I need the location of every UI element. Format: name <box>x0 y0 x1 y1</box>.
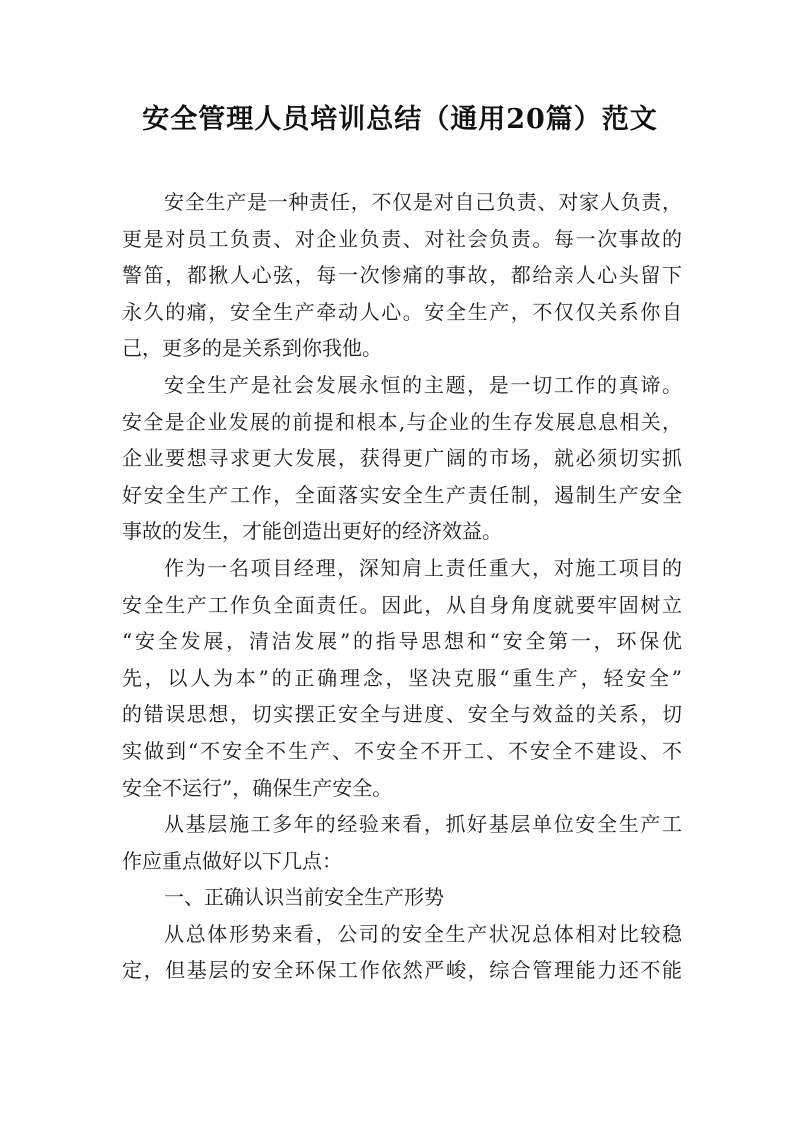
paragraph-2-line-1: 安全生产是社会发展永恒的主题，是一切工作的真谛。 <box>164 372 682 397</box>
paragraph-1-line-4: 永久的痛，安全生产牵动人心。安全生产，不仅仅关系你自 <box>122 299 682 324</box>
paragraph-3-line-2: 安全生产工作负全面责任。因此，从自身角度就要牢固树立 <box>122 592 682 617</box>
paragraph-4-line-1: 从基层施工多年的经验来看，抓好基层单位安全生产工 <box>164 812 682 837</box>
paragraph-3-line-3: “安全发展，清洁发展”的指导思想和“安全第一，环保优 <box>122 629 682 654</box>
paragraph-1-line-5: 己，更多的是关系到你我他。 <box>122 336 382 361</box>
paragraph-5-line-2: 定，但基层的安全环保工作依然严峻，综合管理能力还不能 <box>122 958 682 983</box>
paragraph-2-line-2: 安全是企业发展的前提和根本,与企业的生存发展息息相关， <box>122 409 682 434</box>
paragraph-3-line-1: 作为一名项目经理，深知肩上责任重大，对施工项目的 <box>164 555 682 580</box>
paragraph-4-line-2: 作应重点做好以下几点： <box>122 848 342 873</box>
paragraph-2-line-4: 好安全生产工作，全面落实安全生产责任制，遏制生产安全 <box>122 482 682 507</box>
paragraph-3-line-6: 实做到“不安全不生产、不安全不开工、不安全不建设、不 <box>122 738 682 763</box>
paragraph-3-line-4: 先，以人为本”的正确理念，坚决克服“重生产，轻安全” <box>122 665 682 690</box>
paragraph-2-line-5: 事故的发生，才能创造出更好的经济效益。 <box>122 519 502 544</box>
paragraph-3-line-7: 安全不运行”，确保生产安全。 <box>122 775 393 800</box>
paragraph-3-line-5: 的错误思想，切实摆正安全与进度、安全与效益的关系，切 <box>122 702 682 727</box>
section-heading-1: 一、正确认识当前安全生产形势 <box>164 885 444 910</box>
paragraph-5-line-1: 从总体形势来看，公司的安全生产状况总体相对比较稳 <box>164 921 682 946</box>
paragraph-1-line-3: 警笛，都揪人心弦，每一次惨痛的事故，都给亲人心头留下 <box>122 263 682 288</box>
paragraph-1-line-2: 更是对员工负责、对企业负责、对社会负责。每一次事故的 <box>122 226 682 251</box>
document-title: 安全管理人员培训总结（通用20篇）范文 <box>142 104 658 135</box>
paragraph-2-line-3: 企业要想寻求更大发展，获得更广阔的市场，就必须切实抓 <box>122 446 682 471</box>
paragraph-1-line-1: 安全生产是一种责任，不仅是对自己负责、对家人负责， <box>164 190 682 214</box>
document-body <box>122 184 682 989</box>
